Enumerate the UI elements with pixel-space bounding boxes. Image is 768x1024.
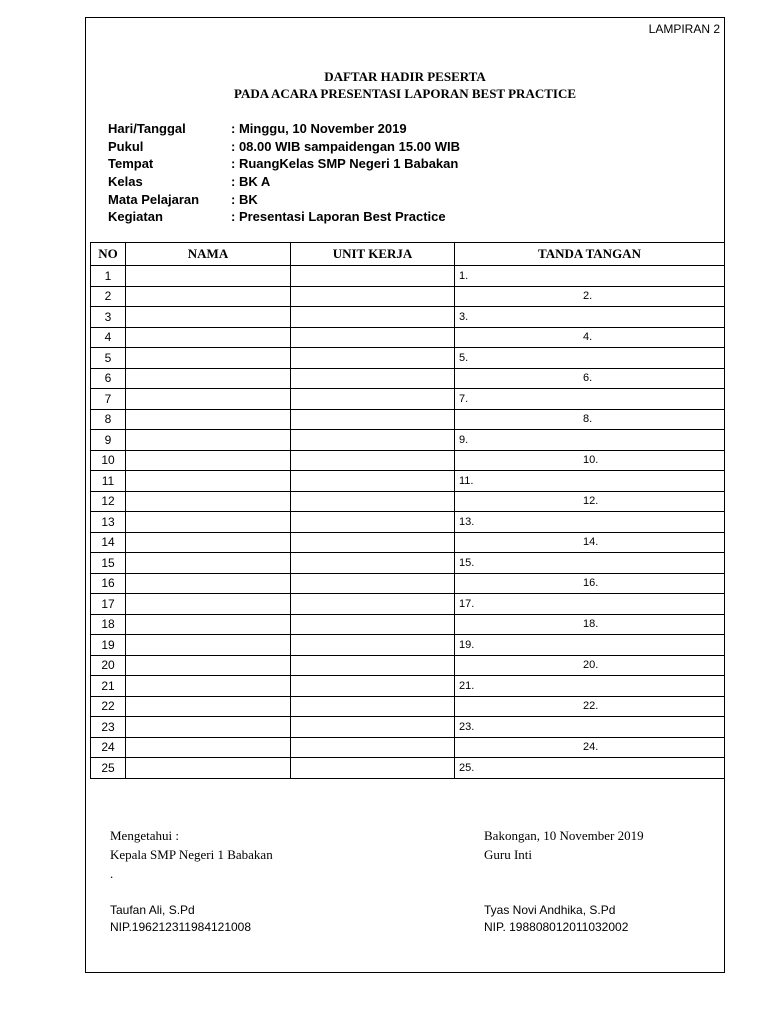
signature-cell[interactable]: 7. [455, 389, 725, 410]
signature-cell[interactable]: 3. [455, 307, 725, 328]
unit-kerja-cell[interactable] [291, 471, 455, 492]
lampiran-label: LAMPIRAN 2 [648, 22, 720, 36]
row-number: 19 [91, 635, 126, 656]
header-nama: NAMA [126, 243, 291, 266]
info-row [108, 120, 460, 138]
row-number: 17 [91, 594, 126, 615]
nama-cell[interactable] [126, 614, 291, 635]
table-row [91, 594, 725, 615]
nama-cell[interactable] [126, 573, 291, 594]
info-row [108, 138, 460, 156]
table-row [91, 307, 725, 328]
table-row [91, 573, 725, 594]
unit-kerja-cell[interactable] [291, 758, 455, 779]
row-number: 14 [91, 532, 126, 553]
title-line-2: PADA ACARA PRESENTASI LAPORAN BEST PRACTICE [233, 86, 577, 101]
signature-cell[interactable]: 12. [455, 491, 725, 512]
nama-cell[interactable] [126, 676, 291, 697]
unit-kerja-cell[interactable] [291, 512, 455, 533]
unit-kerja-cell[interactable] [291, 676, 455, 697]
dot-mark: . [110, 866, 114, 881]
nama-cell[interactable] [126, 409, 291, 430]
nama-cell[interactable] [126, 491, 291, 512]
signature-cell[interactable]: 4. [455, 327, 725, 348]
table-row [91, 368, 725, 389]
row-number: 8 [91, 409, 126, 430]
signature-cell[interactable]: 1. [455, 266, 725, 287]
row-number: 1 [91, 266, 126, 287]
signature-cell[interactable]: 24. [455, 737, 725, 758]
event-info [108, 120, 460, 226]
table-row [91, 758, 725, 779]
row-number: 25 [91, 758, 126, 779]
title-line-1: DAFTAR HADIR PESERTA [324, 69, 486, 84]
info-value: : BK A [231, 174, 271, 190]
nama-cell[interactable] [126, 430, 291, 451]
table-row [91, 389, 725, 410]
unit-kerja-cell[interactable] [291, 286, 455, 307]
unit-kerja-cell[interactable] [291, 737, 455, 758]
signature-cell[interactable]: 15. [455, 553, 725, 574]
signature-cell[interactable]: 23. [455, 717, 725, 738]
table-row [91, 614, 725, 635]
nama-cell[interactable] [126, 512, 291, 533]
signature-cell[interactable]: 13. [455, 512, 725, 533]
row-number: 3 [91, 307, 126, 328]
unit-kerja-cell[interactable] [291, 327, 455, 348]
signature-cell[interactable]: 21. [455, 676, 725, 697]
nama-cell[interactable] [126, 635, 291, 656]
nama-cell[interactable] [126, 389, 291, 410]
nama-cell[interactable] [126, 348, 291, 369]
row-number: 23 [91, 717, 126, 738]
footer-right [484, 828, 644, 937]
guru-inti-title: Guru Inti [484, 847, 533, 862]
row-number: 12 [91, 491, 126, 512]
info-value: : Minggu, 10 November 2019 [231, 121, 407, 137]
unit-kerja-cell[interactable] [291, 594, 455, 615]
row-number: 2 [91, 286, 126, 307]
nama-cell[interactable] [126, 717, 291, 738]
unit-kerja-cell[interactable] [291, 717, 455, 738]
row-number: 13 [91, 512, 126, 533]
info-row [108, 190, 460, 208]
info-row [108, 155, 460, 173]
row-number: 10 [91, 450, 126, 471]
signature-cell[interactable]: 10. [455, 450, 725, 471]
table-row [91, 450, 725, 471]
nama-cell[interactable] [126, 266, 291, 287]
unit-kerja-cell[interactable] [291, 655, 455, 676]
table-row [91, 655, 725, 676]
table-row [91, 471, 725, 492]
signature-cell[interactable]: 6. [455, 368, 725, 389]
table-row [91, 532, 725, 553]
info-label: Pukul [108, 138, 144, 154]
table-row [91, 696, 725, 717]
kepala-sekolah-name: Taufan Ali, S.Pd [110, 903, 195, 917]
info-row [108, 208, 460, 226]
signature-cell[interactable]: 14. [455, 532, 725, 553]
table-row [91, 286, 725, 307]
table-row [91, 430, 725, 451]
info-label: Kelas [108, 174, 143, 190]
table-header-row [91, 243, 725, 266]
info-label: Hari/Tanggal [108, 121, 186, 137]
nama-cell[interactable] [126, 553, 291, 574]
table-row [91, 327, 725, 348]
footer-left [110, 828, 273, 937]
info-value: : 08.00 WIB sampaidengan 15.00 WIB [231, 138, 461, 154]
signature-cell[interactable]: 9. [455, 430, 725, 451]
row-number: 4 [91, 327, 126, 348]
nama-cell[interactable] [126, 758, 291, 779]
unit-kerja-cell[interactable] [291, 430, 455, 451]
header-unit-kerja: UNIT KERJA [291, 243, 455, 266]
nama-cell[interactable] [126, 594, 291, 615]
unit-kerja-cell[interactable] [291, 635, 455, 656]
unit-kerja-cell[interactable] [291, 696, 455, 717]
table-row [91, 737, 725, 758]
signature-cell[interactable]: 18. [455, 614, 725, 635]
guru-inti-name: Tyas Novi Andhika, S.Pd [484, 903, 616, 917]
place-date: Bakongan, 10 November 2019 [484, 828, 644, 843]
info-label: Kegiatan [108, 209, 163, 225]
row-number: 9 [91, 430, 126, 451]
signature-cell[interactable]: 20. [455, 655, 725, 676]
row-number: 16 [91, 573, 126, 594]
nama-cell[interactable] [126, 696, 291, 717]
nama-cell[interactable] [126, 286, 291, 307]
nama-cell[interactable] [126, 655, 291, 676]
table-row [91, 348, 725, 369]
unit-kerja-cell[interactable] [291, 409, 455, 430]
nama-cell[interactable] [126, 471, 291, 492]
table-row [91, 717, 725, 738]
kepala-sekolah-title: Kepala SMP Negeri 1 Babakan [110, 847, 273, 862]
nama-cell[interactable] [126, 450, 291, 471]
info-label: Tempat [108, 156, 154, 172]
signature-cell[interactable]: 25. [455, 758, 725, 779]
table-row [91, 676, 725, 697]
nama-cell[interactable] [126, 307, 291, 328]
row-number: 11 [91, 471, 126, 492]
unit-kerja-cell[interactable] [291, 266, 455, 287]
mengetahui-label: Mengetahui : [110, 828, 179, 843]
row-number: 24 [91, 737, 126, 758]
signature-cell[interactable]: 19. [455, 635, 725, 656]
unit-kerja-cell[interactable] [291, 573, 455, 594]
table-row [91, 491, 725, 512]
unit-kerja-cell[interactable] [291, 532, 455, 553]
attendance-table [90, 242, 725, 779]
unit-kerja-cell[interactable] [291, 389, 455, 410]
unit-kerja-cell[interactable] [291, 614, 455, 635]
info-value: : RuangKelas SMP Negeri 1 Babakan [231, 156, 459, 172]
row-number: 22 [91, 696, 126, 717]
table-row [91, 635, 725, 656]
row-number: 18 [91, 614, 126, 635]
header-tanda-tangan: TANDA TANGAN [455, 243, 725, 266]
unit-kerja-cell[interactable] [291, 450, 455, 471]
signature-cell[interactable]: 17. [455, 594, 725, 615]
nama-cell[interactable] [126, 532, 291, 553]
guru-inti-nip: NIP. 198808012011032002 [484, 920, 629, 934]
signature-cell[interactable]: 5. [455, 348, 725, 369]
header-no: NO [91, 243, 126, 266]
table-row [91, 553, 725, 574]
row-number: 20 [91, 655, 126, 676]
info-value: : BK [231, 191, 258, 207]
unit-kerja-cell[interactable] [291, 491, 455, 512]
row-number: 15 [91, 553, 126, 574]
info-label: Mata Pelajaran [108, 191, 200, 207]
nama-cell[interactable] [126, 737, 291, 758]
nama-cell[interactable] [126, 368, 291, 389]
unit-kerja-cell[interactable] [291, 307, 455, 328]
document-frame [85, 17, 725, 973]
unit-kerja-cell[interactable] [291, 553, 455, 574]
row-number: 21 [91, 676, 126, 697]
signature-cell[interactable]: 16. [455, 573, 725, 594]
signature-cell[interactable]: 11. [455, 471, 725, 492]
kepala-sekolah-nip: NIP.196212311984121008 [110, 920, 252, 934]
unit-kerja-cell[interactable] [291, 348, 455, 369]
signature-cell[interactable]: 2. [455, 286, 725, 307]
info-row [108, 173, 460, 191]
signature-cell[interactable]: 8. [455, 409, 725, 430]
signature-cell[interactable]: 22. [455, 696, 725, 717]
table-row [91, 266, 725, 287]
info-value: : Presentasi Laporan Best Practice [231, 209, 446, 225]
table-row [91, 512, 725, 533]
unit-kerja-cell[interactable] [291, 368, 455, 389]
nama-cell[interactable] [126, 327, 291, 348]
row-number: 6 [91, 368, 126, 389]
row-number: 5 [91, 348, 126, 369]
row-number: 7 [91, 389, 126, 410]
table-row [91, 409, 725, 430]
